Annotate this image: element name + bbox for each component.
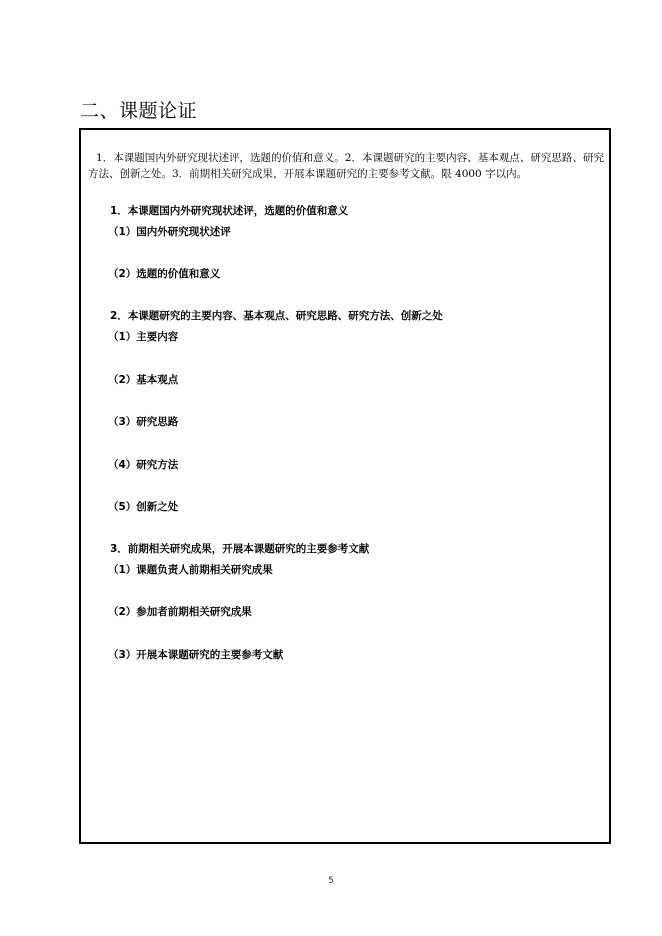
argument-box bbox=[79, 128, 611, 844]
subitem-1-2: （2）选题的价值和意义 bbox=[108, 268, 221, 280]
page-number: 5 bbox=[328, 876, 334, 886]
section-title: 二、课题论证 bbox=[80, 100, 198, 122]
subitem-2-2: （2）基本观点 bbox=[108, 374, 179, 386]
heading-1: 1．本课题国内外研究现状述评，选题的价值和意义 bbox=[110, 205, 349, 217]
heading-2: 2．本课题研究的主要内容、基本观点、研究思路、研究方法、创新之处 bbox=[110, 310, 443, 322]
subitem-1-1: （1）国内外研究现状述评 bbox=[108, 226, 231, 238]
subitem-2-5: （5）创新之处 bbox=[108, 501, 179, 513]
subitem-2-1: （1）主要内容 bbox=[108, 331, 179, 343]
subitem-2-4: （4）研究方法 bbox=[108, 459, 179, 471]
subitem-3-2: （2）参加者前期相关研究成果 bbox=[108, 606, 252, 618]
subitem-2-3: （3）研究思路 bbox=[108, 416, 179, 428]
instructions-text: 1．本课题国内外研究现状述评，选题的价值和意义。2．本课题研究的主要内容、基本观点、研究思路、研究方法、创新之处。3．前期相关研究成果，开展本课题研究的主要参考文献。限 4000 字以内。 bbox=[88, 152, 604, 180]
subitem-3-3: （3）开展本课题研究的主要参考文献 bbox=[108, 649, 284, 661]
heading-3: 3．前期相关研究成果，开展本课题研究的主要参考文献 bbox=[110, 543, 370, 555]
subitem-3-1: （1）课题负责人前期相关研究成果 bbox=[108, 564, 273, 576]
